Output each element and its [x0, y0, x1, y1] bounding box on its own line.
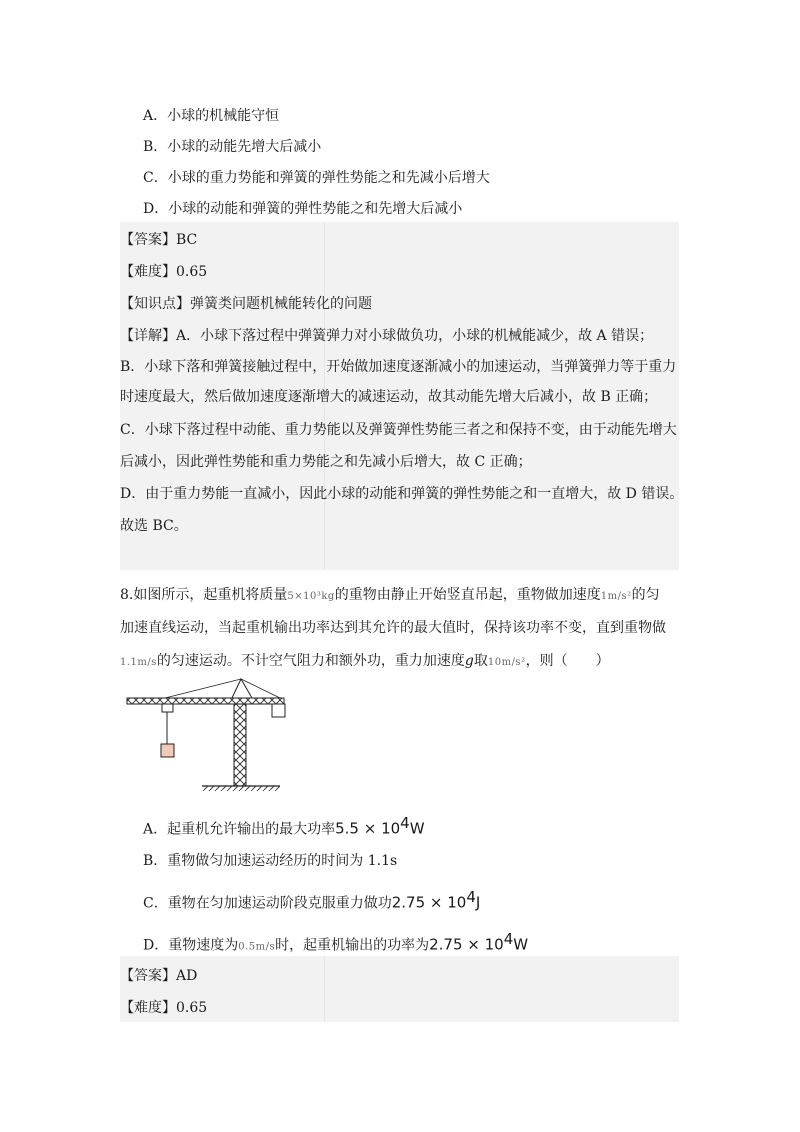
- q7-answer: [120, 230, 197, 250]
- q8-stem-line-3: 1.1m/s的匀速运动。不计空气阻力和额外功，重力加速度g取10m/s²，则（ ）: [120, 653, 610, 669]
- q7-difficulty: [120, 262, 207, 282]
- mass-value: 5×10³kg: [287, 591, 335, 602]
- answer-label: 【答案】: [120, 232, 176, 248]
- knowledge-label: 【知识点】: [120, 296, 190, 312]
- q7-explain-line-3: 时速度最大，然后做加速度逐渐增大的减速运动，故其动能先增大后减小，故 B 正确；: [120, 389, 658, 405]
- q7-explain-line-5: 后减小，因此弹性势能和重力势能之和先减小后增大，故 C 正确；: [120, 454, 532, 470]
- ground-hatch: [202, 786, 280, 791]
- q8-answer: 【答案】AD: [120, 968, 198, 984]
- q7-knowledge: [120, 294, 372, 314]
- q8-option-b: B．重物做匀加速运动经历的时间为 1.1s: [143, 853, 398, 869]
- answer-value: BC: [176, 232, 198, 248]
- acceleration-value: 1m/s²: [600, 591, 632, 602]
- q8-option-d: D．重物速度为0.5m/s时，起重机输出的功率为$2.75 \times 10^4W$: [143, 930, 529, 954]
- q7-option-c: C．小球的重力势能和弹簧的弹性势能之和先减小后增大: [143, 170, 490, 186]
- q8-option-c: C．重物在匀加速运动阶段克服重力做功$2.75 \times 10^4J$: [143, 888, 481, 912]
- difficulty-label: 【难度】: [120, 264, 176, 280]
- crane-tower: [234, 704, 246, 786]
- speed-value: 1.1m/s: [120, 657, 157, 668]
- load-block: [161, 744, 174, 757]
- q7-option-a: A．小球的机械能守恒: [143, 108, 280, 124]
- q7-explain-line-1: 【详解】A．小球下落过程中弹簧弹力对小球做负功，小球的机械能减少，故 A 错误；: [120, 328, 654, 344]
- q7-explain-line-2: B．小球下落和弹簧接触过程中，开始做加速度逐渐减小的加速运动，当弹簧弹力等于重力: [120, 359, 677, 375]
- q8-option-a: A．起重机允许输出的最大功率$5.5 \times 10^4W$: [143, 814, 425, 838]
- q7-explain-line-4: C．小球下落过程中动能、重力势能以及弹簧弹性势能三者之和保持不变，由于动能先增大: [120, 422, 677, 438]
- g-symbol: g: [464, 653, 474, 669]
- q8-difficulty: 【难度】0.65: [120, 1000, 208, 1016]
- q8-stem-line-1: 8.如图所示，起重机将质量5×10³kg的重物由静止开始竖直吊起，重物做加速度1m/s²的匀: [120, 587, 660, 603]
- explain-label: 【详解】: [120, 328, 176, 344]
- knowledge-value: 弹簧类问题机械能转化的问题: [190, 296, 372, 312]
- crane-jib: [127, 698, 284, 704]
- crane-figure: [120, 676, 300, 796]
- q7-option-b: B．小球的动能先增大后减小: [143, 139, 322, 155]
- g-value: 10m/s²: [487, 657, 526, 668]
- q7-explain-line-6: D．由于重力势能一直减小，因此小球的动能和弹簧的弹性势能之和一直增大，故 D 错误。: [120, 486, 684, 502]
- trolley-left: [162, 704, 173, 712]
- q8-stem-line-2: 加速直线运动，当起重机输出功率达到其允许的最大值时，保持该功率不变，直到重物做: [120, 620, 666, 636]
- q7-option-d: D．小球的动能和弹簧的弹性势能之和先增大后减小: [143, 201, 463, 217]
- counterweight: [272, 704, 285, 717]
- difficulty-value: 0.65: [176, 264, 208, 280]
- q7-explain-line-7: 故选 BC。: [120, 518, 188, 534]
